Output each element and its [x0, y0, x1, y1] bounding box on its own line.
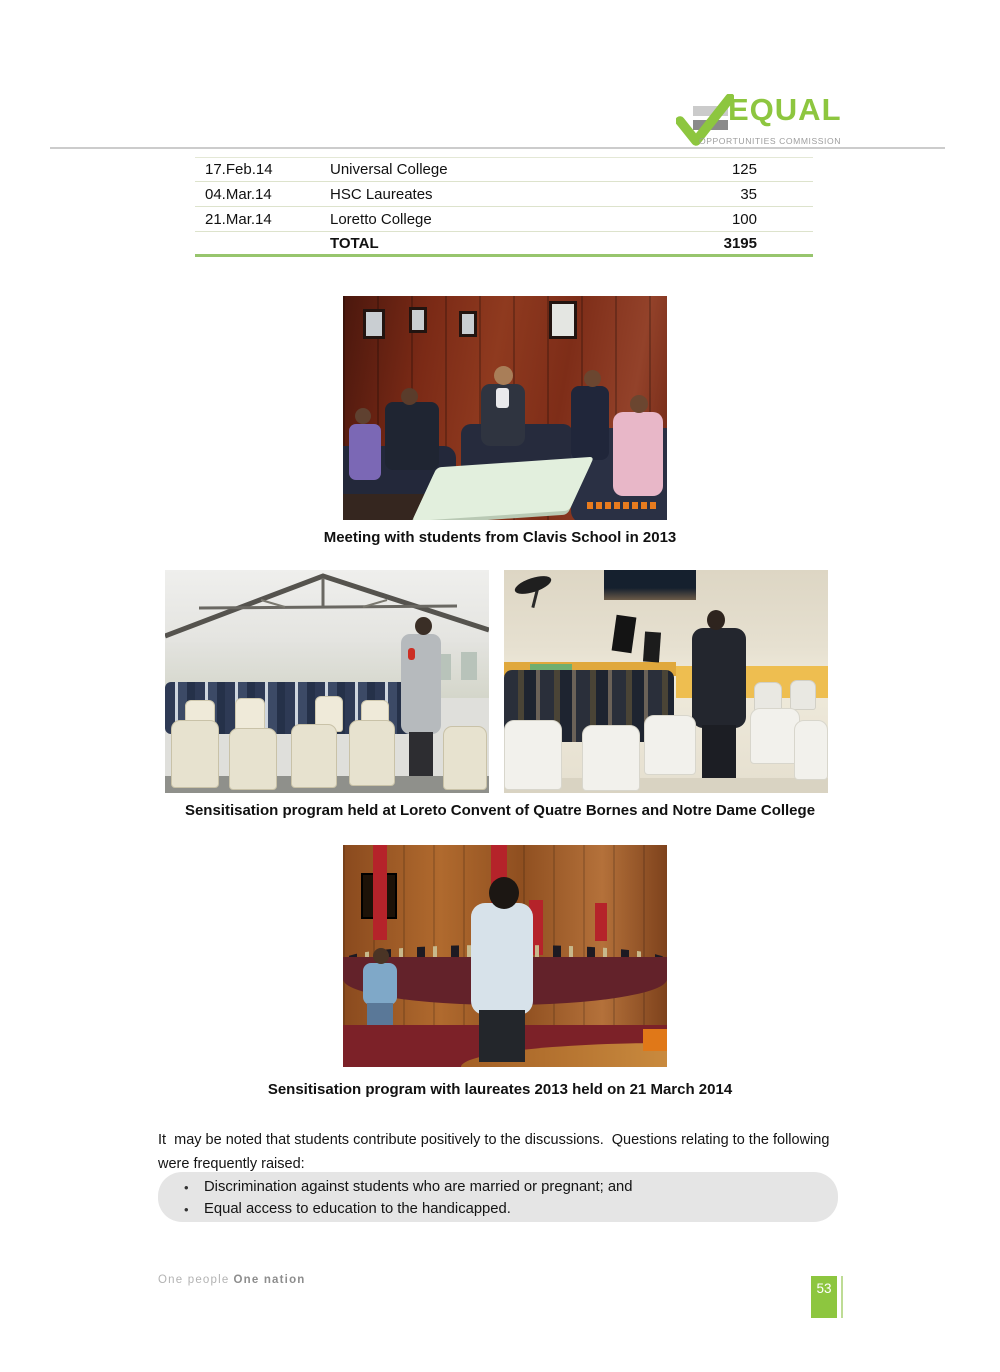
equal-opportunities-commission-logo	[676, 92, 848, 150]
plastic-chair	[644, 715, 696, 775]
bullet-icon: •	[184, 1201, 189, 1217]
photo-notre-dame-hall	[504, 570, 828, 793]
seated-student	[349, 424, 381, 480]
wall-frame	[549, 301, 577, 339]
bullet-list-box	[158, 1172, 838, 1222]
logo-subtitle: OPPORTUNITIES COMMISSION	[699, 136, 841, 146]
table-row	[195, 157, 813, 182]
plastic-chair	[229, 728, 277, 790]
plastic-chair	[582, 725, 640, 791]
table-cell-value: 3195	[723, 234, 757, 252]
person-head	[494, 366, 513, 385]
footer-motto	[158, 1274, 306, 1286]
seated-person	[363, 963, 397, 1005]
photo-loreto-convent-hall	[165, 570, 489, 793]
speaker-head	[489, 877, 519, 909]
speaker-suit	[401, 634, 441, 734]
speaker-legs	[409, 732, 433, 782]
list-item-text: Discrimination against students who are married or pregnant; and	[204, 1179, 633, 1195]
window	[461, 652, 477, 680]
wall-banner	[604, 570, 696, 600]
person-head	[584, 370, 601, 387]
red-banner	[595, 903, 607, 941]
list-item	[158, 1198, 838, 1220]
plastic-chair	[291, 724, 337, 788]
seated-student	[613, 412, 663, 496]
table-row	[195, 207, 813, 232]
person-head	[373, 948, 389, 964]
speaker-legs	[479, 1010, 525, 1062]
speaker-box	[612, 615, 637, 653]
photo-caption-clavis: Meeting with students from Clavis School in 2013	[323, 529, 677, 546]
page-number-badge: 53	[811, 1276, 837, 1318]
photo-caption-laureates: Sensitisation program with laureates 2013 held on 21 March 2014	[267, 1081, 733, 1098]
attendance-table	[195, 157, 813, 257]
body-paragraph: It may be noted that students contribute positively to the discussions. Questions relating to the following were frequently raised:	[158, 1132, 834, 1172]
table-cell-name: HSC Laureates	[330, 185, 433, 203]
bullet-icon: •	[184, 1179, 189, 1195]
table-cell-name: Loretto College	[330, 210, 432, 228]
photo-laureates-chamber	[343, 845, 667, 1067]
shirt	[496, 388, 509, 408]
plastic-chair	[171, 720, 219, 788]
table-cell-value: 100	[731, 210, 757, 228]
coffee-table	[412, 457, 594, 520]
table-cell-name: TOTAL	[330, 234, 379, 252]
footer-motto-bold: One nation	[233, 1274, 306, 1286]
table-cell-date: 04.Mar.14	[205, 185, 272, 203]
seated-student	[385, 402, 439, 470]
plastic-chair	[443, 726, 487, 790]
wall-fan	[513, 572, 553, 597]
plastic-chair	[349, 720, 395, 786]
wall-frame	[409, 307, 427, 333]
table-cell-date: 17.Feb.14	[205, 161, 273, 178]
table-cell-value: 125	[731, 161, 757, 178]
seated-student	[571, 386, 609, 460]
plastic-chair	[504, 720, 562, 790]
speaker-box	[643, 631, 661, 662]
table-cell-name: Universal College	[330, 161, 448, 178]
red-banner	[373, 845, 387, 940]
speaker-head	[415, 617, 432, 635]
logo-title: EQUAL	[728, 92, 842, 127]
footer-motto-light: One people	[158, 1274, 230, 1286]
speaker-head	[707, 610, 725, 630]
roof-truss	[165, 570, 489, 650]
photo-caption-loreto-notredame: Sensitisation program held at Loreto Convent of Quatre Bornes and Notre Dame College	[184, 802, 816, 819]
person-head	[355, 408, 371, 424]
list-item-text: Equal access to education to the handicapped.	[204, 1201, 511, 1217]
person-head	[630, 395, 648, 413]
camera-timestamp	[587, 502, 659, 509]
header-divider	[50, 147, 945, 149]
list-item	[158, 1176, 838, 1198]
speaker-back	[471, 903, 533, 1015]
plastic-chair	[790, 680, 816, 710]
wall-frame	[459, 311, 477, 337]
plastic-chair	[794, 720, 828, 780]
orange-floor-patch	[643, 1029, 667, 1051]
table-row	[195, 182, 813, 207]
wall-frame	[363, 309, 385, 339]
page-number-accent-bar	[841, 1276, 843, 1318]
table-cell-value: 35	[740, 185, 757, 203]
photo-clavis-meeting	[343, 296, 667, 520]
red-microphone	[408, 648, 415, 660]
plastic-chair	[750, 708, 800, 764]
table-cell-date: 21.Mar.14	[205, 210, 272, 228]
speaker-suit	[692, 628, 746, 728]
table-row-total	[195, 232, 813, 257]
person-head	[401, 388, 418, 405]
